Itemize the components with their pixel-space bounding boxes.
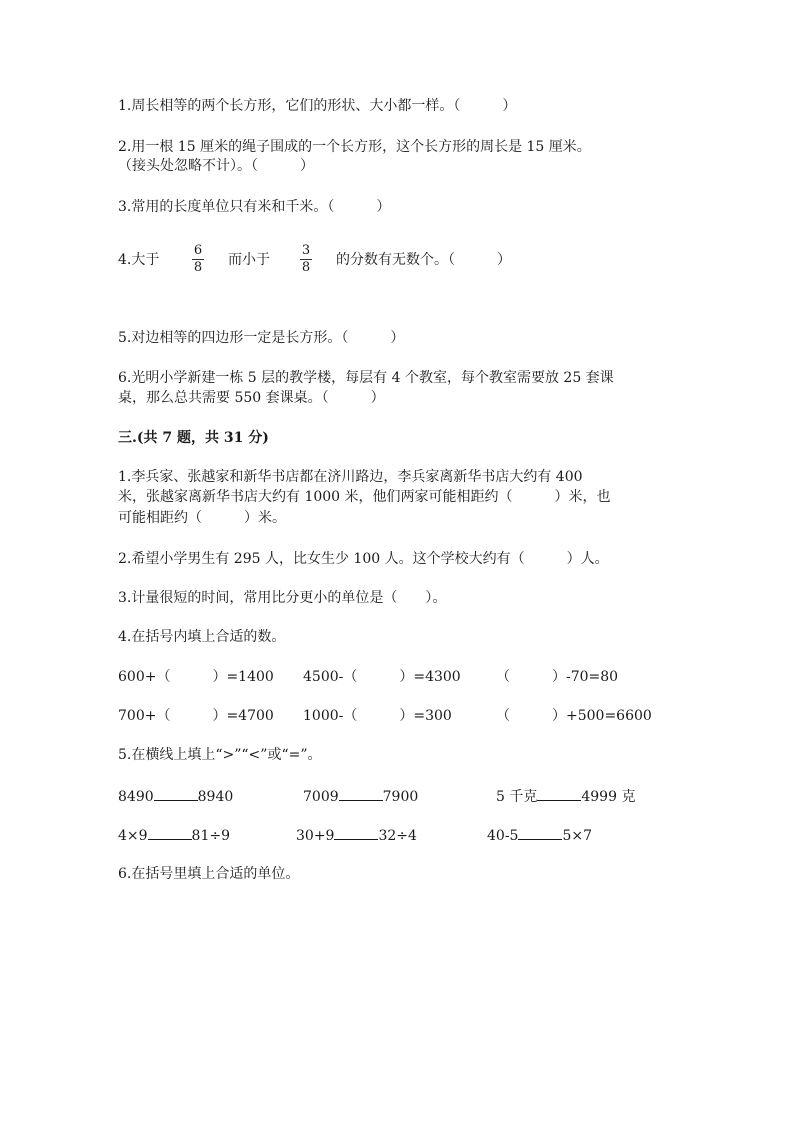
comparison-right: 32÷4: [378, 828, 417, 844]
comparison-left: 30+9: [296, 828, 335, 844]
answer-blank: [339, 786, 383, 801]
fraction-three-eighths: [299, 244, 313, 275]
s3-question-3: 3.计量很短的时间，常用比分更小的单位是（ ）。: [118, 590, 447, 606]
comparison-left: 40-5: [487, 828, 519, 844]
comparison-left: 7009: [303, 789, 339, 805]
fraction-denominator: 8: [193, 260, 203, 275]
equation: （ ）-70=80: [496, 669, 619, 685]
s3-question-2: 2.希望小学男生有 295 人，比女生少 100 人。这个学校大约有（ ）人。: [118, 551, 609, 567]
comparison-right: 81÷9: [191, 828, 230, 844]
comparison-right: 7900: [382, 789, 419, 805]
equation: 600+（ ）=1400: [118, 669, 274, 685]
question-4-suffix: 的分数有无数个。（ ）: [336, 252, 511, 268]
comparison-right: 5×7: [562, 828, 592, 844]
equation: 4500-（ ）=4300: [303, 669, 461, 685]
comparison-right: 4999 克: [581, 789, 636, 805]
question-2-line-2: （接头处忽略不计）。（ ）: [118, 158, 314, 174]
comparison: [496, 786, 635, 807]
fraction-numerator: 6: [193, 243, 203, 258]
comparison: [118, 825, 230, 846]
comparison-left: 4×9: [118, 828, 148, 844]
s3-question-1-line-1: 1.李兵家、张越家和新华书店都在济川路边，李兵家离新华书店大约有 400: [118, 469, 583, 485]
answer-blank: [537, 786, 581, 801]
answer-blank: [334, 825, 378, 840]
s3-question-4: 4.在括号内填上合适的数。: [118, 629, 286, 645]
comparison: [487, 825, 592, 846]
s3-question-1-line-2: 米，张越家离新华书店大约有 1000 米，他们两家可能相距约（ ）米，也: [118, 489, 611, 505]
section-heading: 三.(共 7 题，共 31 分): [118, 430, 269, 446]
question-5: 5.对边相等的四边形一定是长方形。（ ）: [118, 330, 405, 346]
comparison: [296, 825, 417, 846]
question-1: 1.周长相等的两个长方形，它们的形状、大小都一样。（ ）: [118, 98, 517, 114]
question-3: 3.常用的长度单位只有米和千米。（ ）: [118, 199, 391, 215]
comparison-left: 5 千克: [496, 789, 538, 805]
fraction-denominator: 8: [301, 260, 311, 275]
s3-question-1-line-3: 可能相距约（ ）米。: [118, 510, 286, 526]
comparison-left: 8490: [118, 789, 154, 805]
answer-blank: [518, 825, 562, 840]
answer-blank: [148, 825, 192, 840]
question-6-line-1: 6.光明小学新建一栋 5 层的教学楼，每层有 4 个教室，每个教室需要放 25 套课: [118, 370, 614, 386]
question-2-line-1: 2.用一根 15 厘米的绳子围成的一个长方形，这个长方形的周长是 15 厘米。: [118, 139, 591, 155]
question-4-middle: 而小于: [228, 252, 270, 268]
answer-blank: [154, 786, 198, 801]
s3-question-6: 6.在括号里填上合适的单位。: [118, 866, 300, 882]
comparison: [118, 786, 233, 807]
fraction-six-eighths: [191, 244, 205, 275]
equation: 1000-（ ）=300: [303, 708, 452, 724]
fraction-numerator: 3: [301, 243, 311, 258]
comparison-right: 8940: [197, 789, 234, 805]
equation: （ ）+500=6600: [496, 708, 652, 724]
comparison: [303, 786, 418, 807]
question-4-prefix: 4.大于: [118, 252, 160, 268]
s3-question-5: 5.在横线上填上“>”“<”或“=”。: [118, 747, 322, 763]
equation: 700+（ ）=4700: [118, 708, 274, 724]
question-6-line-2: 桌，那么总共需要 550 套课桌。（ ）: [118, 390, 385, 406]
